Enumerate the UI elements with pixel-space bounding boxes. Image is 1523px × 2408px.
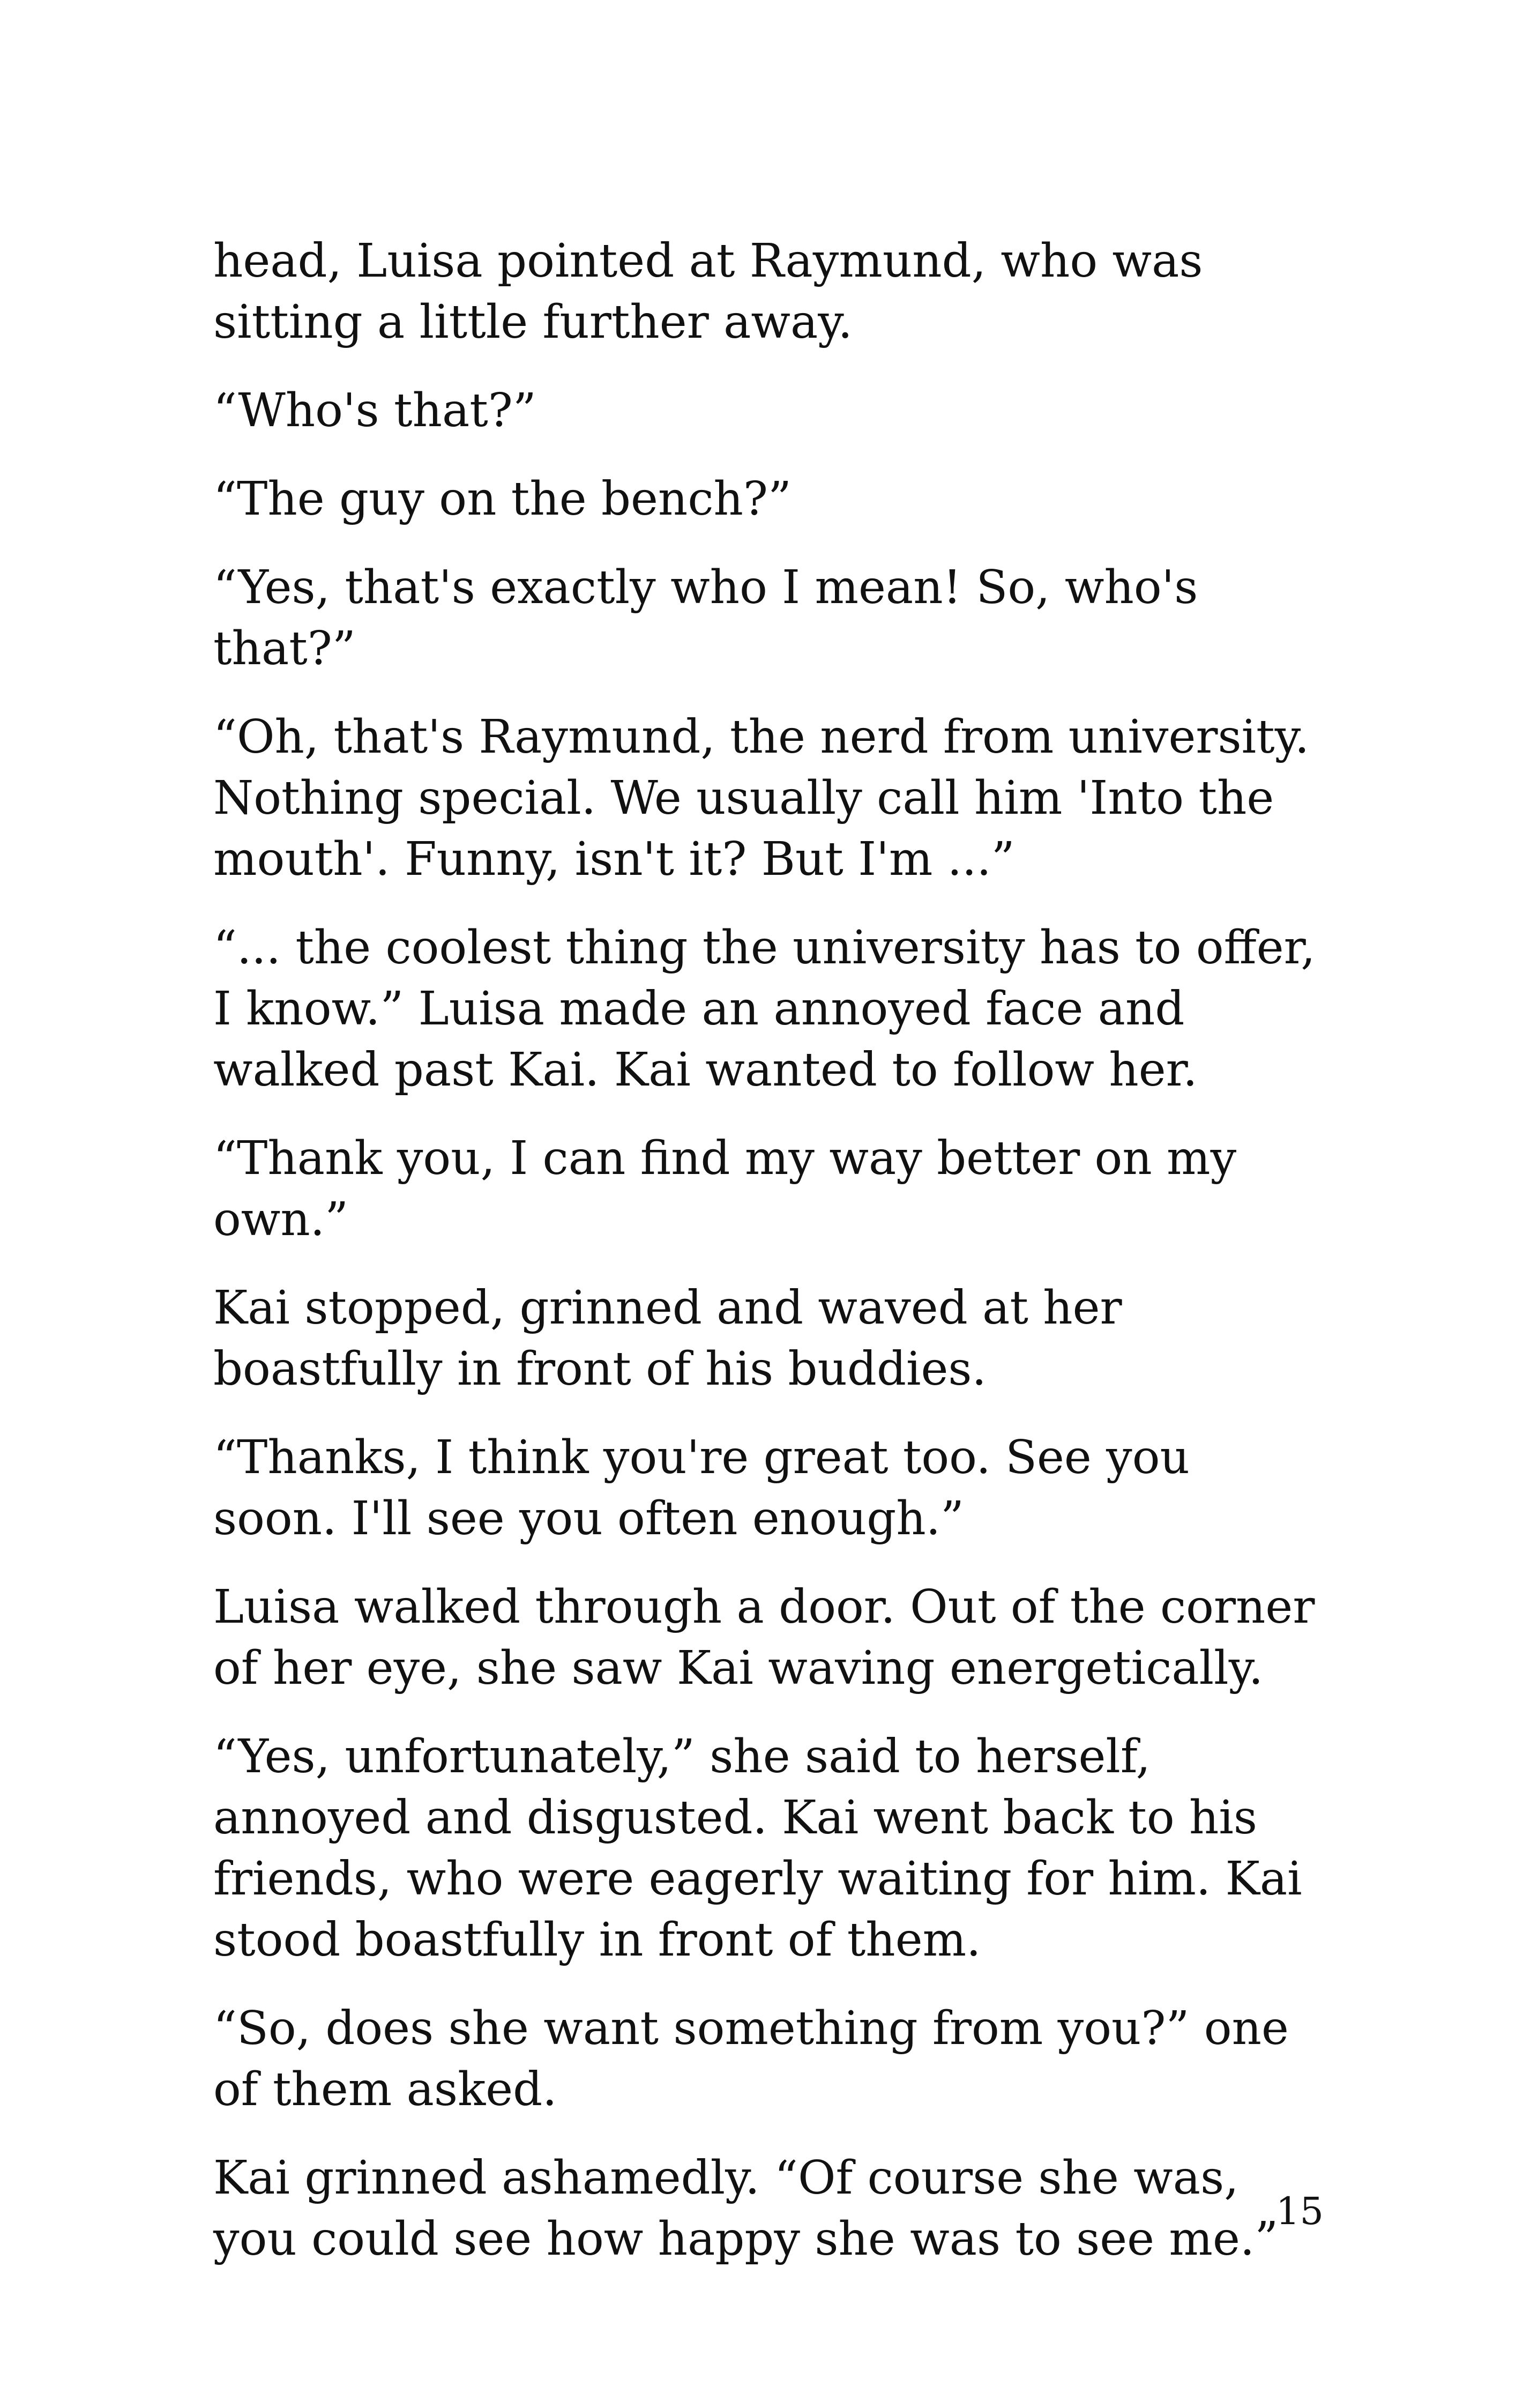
paragraph: “Thanks, I think you're great too. See you soon. I'll see you often enough.”: [213, 1431, 1190, 1545]
body-text: [213, 231, 1323, 2297]
paragraph: head, Luisa pointed at Raymund, who was sitting a little further away.: [213, 234, 1203, 349]
paragraph: “... the coolest thing the university has to offer, I know.” Luisa made an annoyed face and walked past Kai. Kai wanted to follow her.: [213, 921, 1316, 1097]
paragraph: “Oh, that's Raymund, the nerd from university. Nothing special. We usually call him 'Into the mouth'. Funny, isn't it? But I'm ...”: [213, 710, 1310, 886]
paragraph: Kai stopped, grinned and waved at her boastfully in front of his buddies.: [213, 1281, 1122, 1396]
paragraph: Kai grinned ashamedly. “Of course she was, you could see how happy she was to see me.”: [213, 2151, 1279, 2266]
paragraph: Luisa walked through a door. Out of the corner of her eye, she saw Kai waving energetically.: [213, 1580, 1315, 1695]
paragraph: “Thank you, I can find my way better on my own.”: [213, 1132, 1237, 1246]
paragraph: “Who's that?”: [213, 384, 536, 437]
paragraph: “The guy on the bench?”: [213, 472, 792, 526]
paragraph: “Yes, unfortunately,” she said to herself, annoyed and disgusted. Kai went back to his friends, who were eagerly waiting for him. Kai stood boastfully in front of them.: [213, 1730, 1302, 1967]
paragraph: “So, does she want something from you?” one of them asked.: [213, 2002, 1289, 2116]
paragraph: “Yes, that's exactly who I mean! So, who's that?”: [213, 561, 1198, 675]
page-number: 15: [1275, 2189, 1324, 2233]
